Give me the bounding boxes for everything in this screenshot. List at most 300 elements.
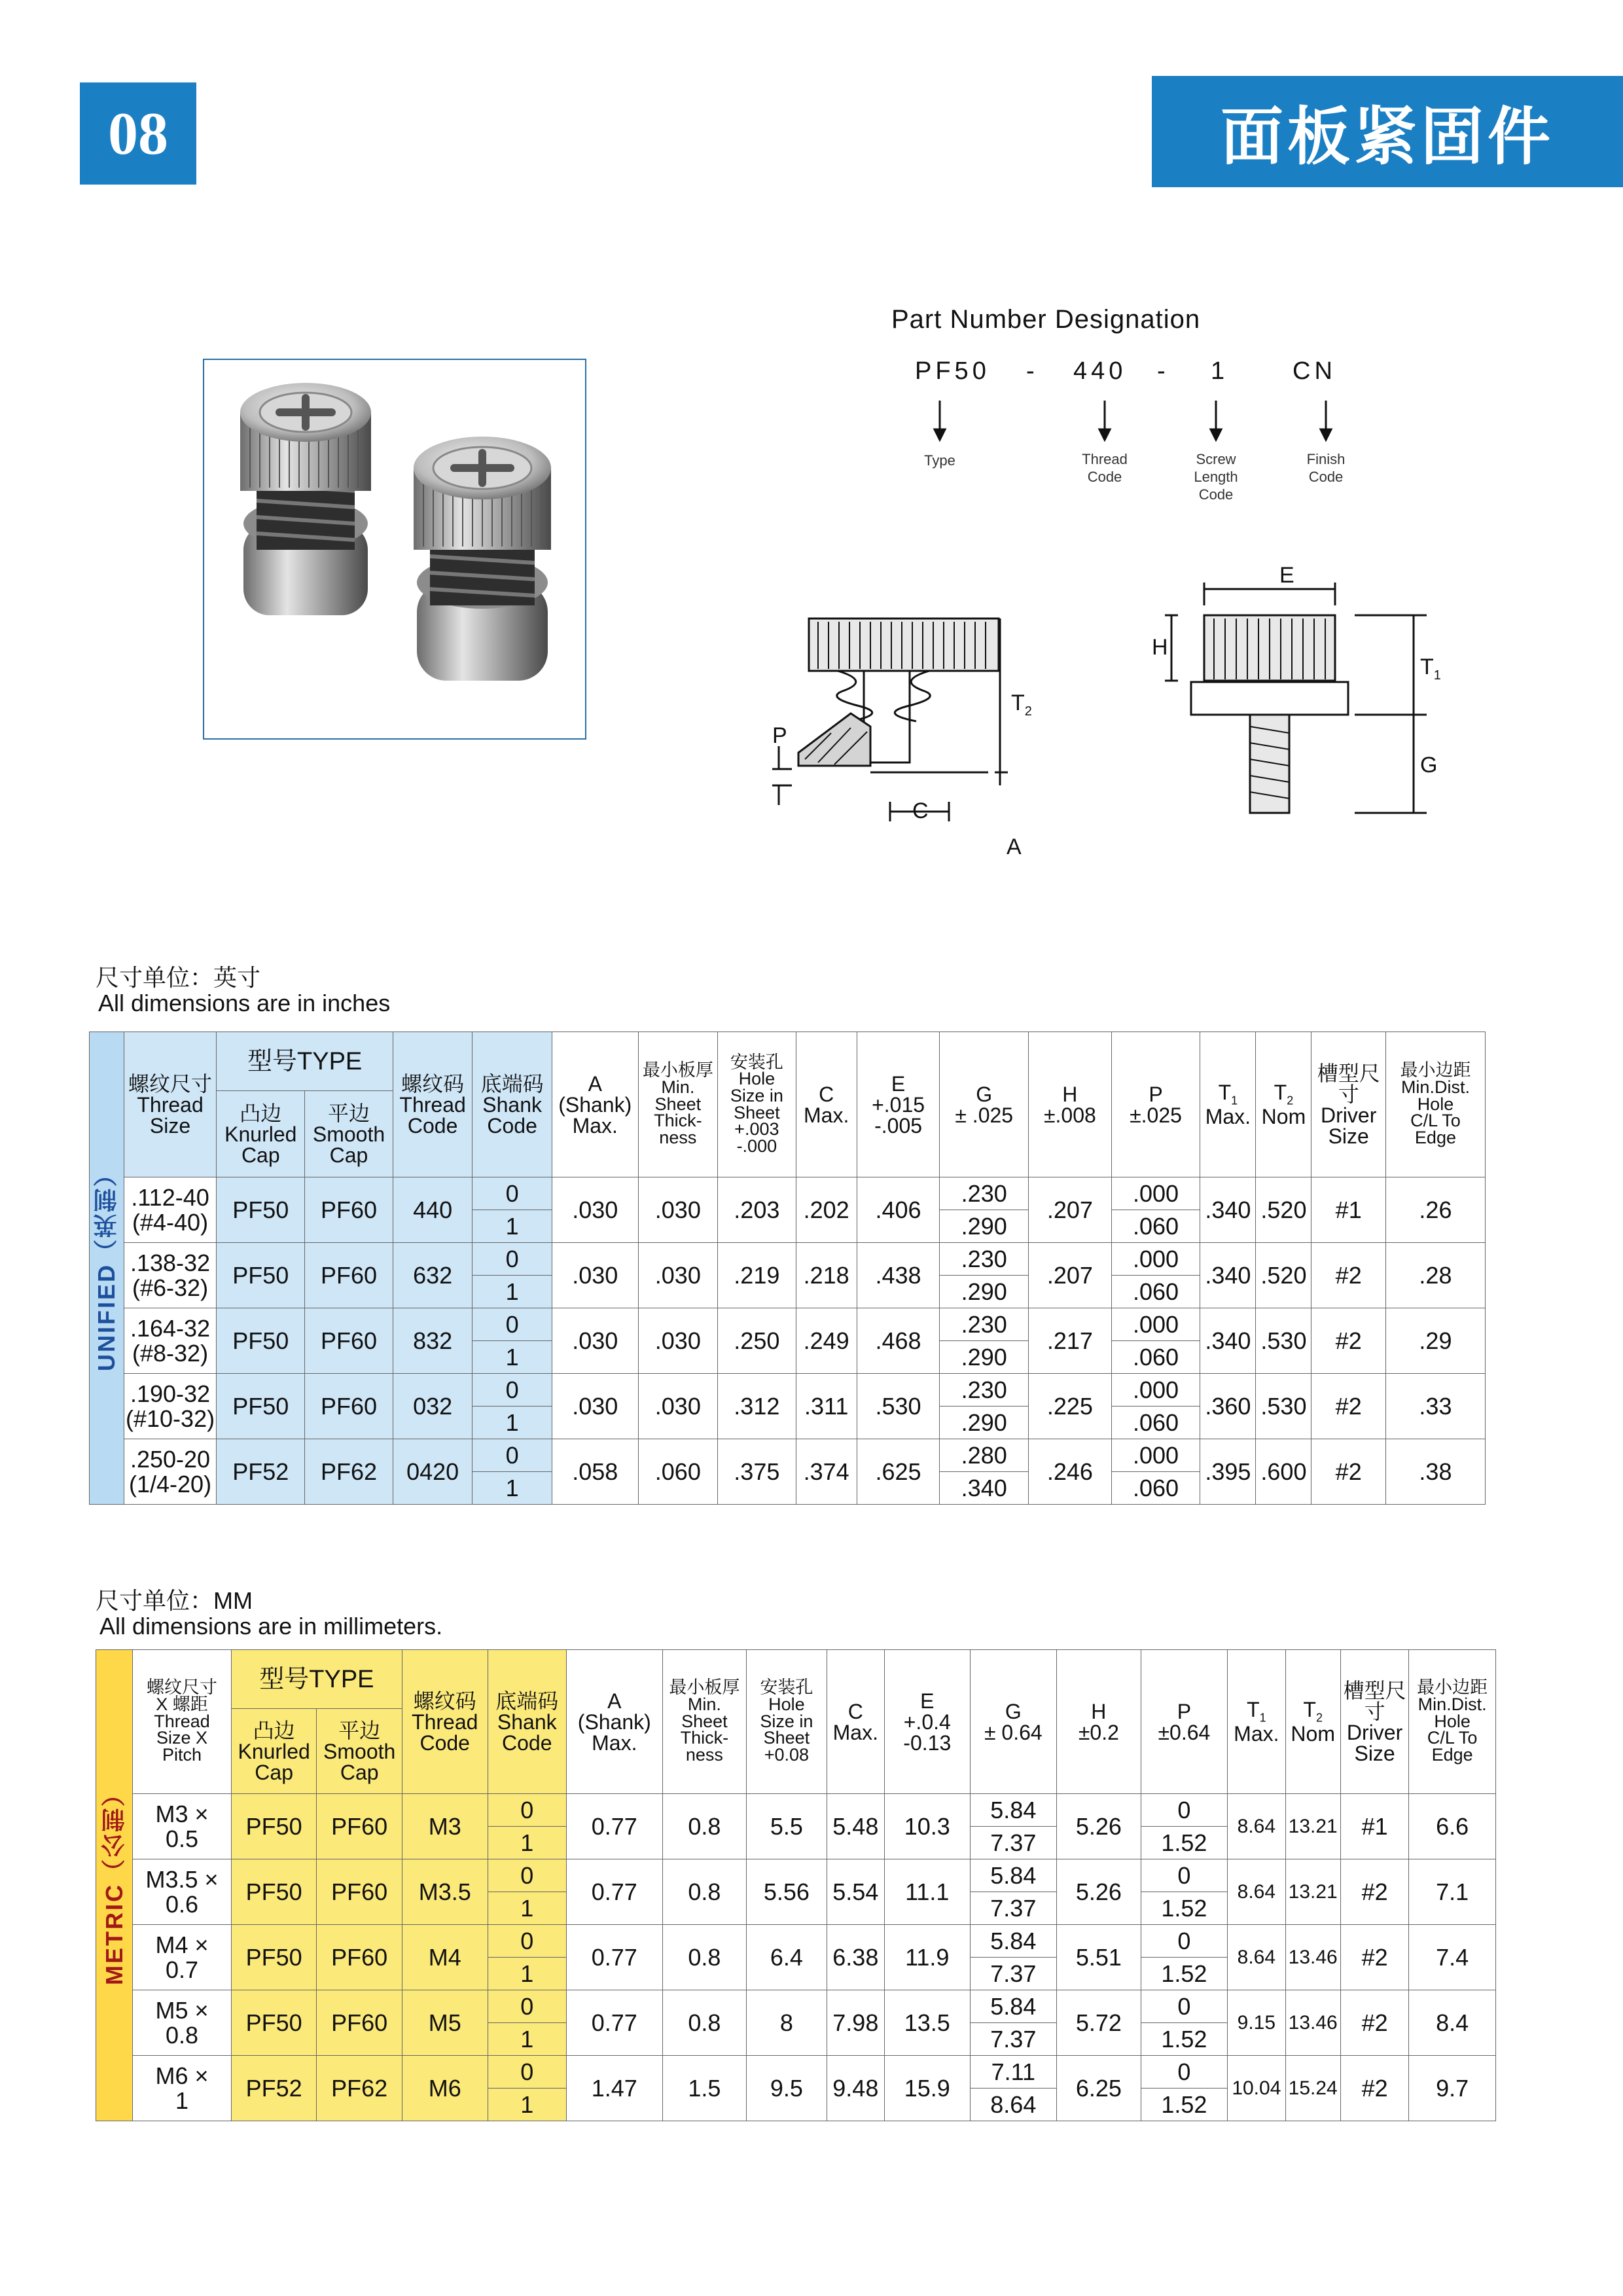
inch-h-a3: Max.	[572, 1113, 618, 1138]
inch-p2: .060	[1111, 1407, 1200, 1439]
mm-c: 5.48	[827, 1794, 884, 1859]
pn-label-screw-1: Screw	[1196, 451, 1236, 467]
inch-knurled: PF50	[217, 1177, 305, 1243]
inch-h: .217	[1029, 1308, 1112, 1374]
inch-t2: .520	[1256, 1177, 1311, 1243]
inch-e: .530	[857, 1374, 940, 1439]
pn-label-screw	[1167, 450, 1265, 503]
inch-h-thread-cn: 螺纹码	[401, 1071, 465, 1096]
inch-p2: .060	[1111, 1472, 1200, 1505]
inch-h-size-en2: Size	[149, 1113, 191, 1138]
mm-a: 0.77	[567, 1794, 663, 1859]
mm-h-edge-en4: Edge	[1431, 1744, 1473, 1765]
mm-knurled: PF50	[231, 1794, 317, 1859]
mm-h-p2: ±0.64	[1158, 1720, 1211, 1744]
mm-h: 5.51	[1057, 1925, 1141, 1990]
mm-knurled: PF50	[231, 1925, 317, 1990]
mm-e: 11.9	[885, 1925, 971, 1990]
pn-label-thread-1: Thread	[1082, 451, 1128, 467]
mm-h-sheet-en3: Thick-	[680, 1728, 729, 1748]
inch-hole: .203	[718, 1177, 796, 1243]
inch-h-g2: ± .025	[955, 1103, 1014, 1127]
mm-smooth: PF60	[317, 1859, 402, 1925]
mm-edge: 8.4	[1409, 1990, 1496, 2056]
mm-hole: 5.56	[747, 1859, 827, 1925]
inch-knurled: PF50	[217, 1374, 305, 1439]
inch-h-size-en1: Thread	[137, 1092, 204, 1117]
inch-h-p	[1111, 1032, 1200, 1177]
page-title: 面板紧固件	[1221, 101, 1554, 172]
mm-h-e1: E	[920, 1689, 935, 1713]
mm-h-hole-en3: Sheet	[763, 1728, 810, 1748]
page-number: 08	[108, 100, 168, 167]
inch-h-e	[857, 1032, 940, 1177]
inch-h-p2: ±.025	[1130, 1103, 1182, 1127]
mm-g2: 7.37	[970, 2023, 1057, 2056]
mm-c: 6.38	[827, 1925, 884, 1990]
mm-driver: #2	[1340, 2056, 1408, 2121]
pn-label-thread	[1056, 450, 1154, 486]
inch-h-hole-en2: Size in	[730, 1085, 783, 1105]
mm-h-edge-en1: Min.Dist.	[1418, 1695, 1487, 1715]
mm-sheet: 0.8	[662, 1925, 747, 1990]
inch-unit-cn: 尺寸单位：英寸	[96, 964, 261, 991]
mm-h-shank-cn: 底端码	[495, 1689, 559, 1713]
mm-driver: #2	[1340, 1925, 1408, 1990]
inch-c: .249	[796, 1308, 857, 1374]
inch-h-t2b: Nom	[1261, 1105, 1306, 1129]
mm-h-g	[970, 1650, 1057, 1794]
table-row	[90, 1374, 1486, 1407]
table-row	[96, 1794, 1496, 1827]
dim-t1: $T_1$	[1420, 655, 1441, 683]
inch-t2: .530	[1256, 1308, 1311, 1374]
mm-size: M4 × 0.7	[133, 1925, 232, 1990]
inch-h-drv-en1: Driver	[1321, 1103, 1377, 1127]
mm-h-g2: ± 0.64	[984, 1720, 1043, 1744]
mm-t1: 8.64	[1228, 1794, 1285, 1859]
inch-size: .164-32 (#8-32)	[124, 1308, 217, 1374]
mm-t1: 8.64	[1228, 1925, 1285, 1990]
mm-t1: 8.64	[1228, 1859, 1285, 1925]
inch-h-edge-cn: 最小边距	[1400, 1060, 1471, 1081]
mm-h-c	[827, 1650, 884, 1794]
mm-h-e3: -0.13	[903, 1731, 952, 1755]
mm-smooth: PF60	[317, 1925, 402, 1990]
inch-h-smooth-cn: 平边	[327, 1101, 370, 1125]
inch-g2: .290	[940, 1407, 1029, 1439]
inch-p1: .000	[1111, 1439, 1200, 1472]
technical-drawings	[772, 556, 1505, 870]
inch-h-c1: C	[819, 1082, 834, 1106]
inch-table	[89, 1031, 1486, 1505]
inch-sheet: .030	[638, 1243, 718, 1308]
mm-h-thread	[402, 1650, 488, 1794]
mm-t2: 13.21	[1285, 1859, 1340, 1925]
inch-g1: .230	[940, 1177, 1029, 1210]
inch-h-t2-sym: T	[1274, 1080, 1287, 1104]
inch-h: .207	[1029, 1243, 1112, 1308]
mm-h-a1: A	[607, 1689, 622, 1713]
inch-driver: #2	[1311, 1439, 1385, 1505]
inch-g2: .340	[940, 1472, 1029, 1505]
mm-h-sheet-en2: Sheet	[681, 1711, 728, 1731]
pn-label-finish-1: Finish	[1306, 451, 1346, 467]
inch-h-knurled-en2: Cap	[241, 1143, 280, 1167]
mm-g1: 5.84	[970, 1925, 1057, 1958]
inch-e: .625	[857, 1439, 940, 1505]
inch-thread-code: 0420	[393, 1439, 473, 1505]
inch-t2: .600	[1256, 1439, 1311, 1505]
mm-h-edge	[1409, 1650, 1496, 1794]
dim-h: H	[1152, 635, 1168, 660]
mm-hole: 8	[747, 1990, 827, 2056]
mm-h-thread-cn: 螺纹码	[413, 1689, 476, 1713]
mm-driver: #2	[1340, 1990, 1408, 2056]
inch-h-a	[552, 1032, 638, 1177]
mm-h-sheet	[662, 1650, 747, 1794]
page-number-badge	[80, 82, 196, 185]
mm-h-shank	[488, 1650, 567, 1794]
mm-e: 13.5	[885, 1990, 971, 2056]
inch-shank: 0	[473, 1243, 552, 1276]
inch-h-smooth-en1: Smooth	[312, 1122, 385, 1146]
mm-h-hole-cn: 安装孔	[760, 1677, 813, 1698]
mm-shank: 0	[488, 1859, 567, 1892]
mm-h-knurled-cn: 凸边	[253, 1718, 295, 1742]
mm-shank: 0	[488, 1794, 567, 1827]
inch-shank: 0	[473, 1177, 552, 1210]
inch-h-thread	[393, 1032, 473, 1177]
inch-a: .030	[552, 1308, 638, 1374]
mm-edge: 7.4	[1409, 1925, 1496, 1990]
inch-h-hole-en4: +.003	[734, 1119, 779, 1139]
inch-driver: #2	[1311, 1374, 1385, 1439]
mm-h: 5.26	[1057, 1859, 1141, 1925]
mm-h-smooth-en2: Cap	[340, 1760, 379, 1784]
mm-h-t1-sym: T	[1247, 1697, 1260, 1721]
mm-h-hole-en4: +0.08	[764, 1744, 810, 1765]
mm-p1: 0	[1141, 1794, 1228, 1827]
mm-edge: 7.1	[1409, 1859, 1496, 1925]
inch-hole: .250	[718, 1308, 796, 1374]
mm-h-t1b: Max.	[1234, 1722, 1279, 1746]
mm-p2: 1.52	[1141, 1958, 1228, 1990]
mm-h-a2: (Shank)	[577, 1710, 651, 1734]
mm-smooth: PF60	[317, 1990, 402, 2056]
table-row	[90, 1243, 1486, 1276]
inch-shank: 1	[473, 1472, 552, 1505]
inch-knurled: PF50	[217, 1243, 305, 1308]
inch-g1: .230	[940, 1308, 1029, 1341]
mm-driver: #1	[1340, 1794, 1408, 1859]
mm-h-h1: H	[1091, 1699, 1107, 1723]
inch-side-text: UNIFIED（英制）	[92, 1160, 120, 1371]
pn-label-thread-2: Code	[1087, 469, 1122, 485]
inch-h-drv-en2: Size	[1328, 1124, 1369, 1148]
inch-h-sheet-en1: Min.	[661, 1077, 695, 1098]
mm-thread-code: M3.5	[402, 1859, 488, 1925]
mm-h-drv-en2: Size	[1354, 1741, 1395, 1765]
mm-smooth: PF60	[317, 1794, 402, 1859]
mm-shank: 1	[488, 1827, 567, 1859]
mm-h-size-cn2: X 螺距	[156, 1695, 208, 1715]
inch-p1: .000	[1111, 1177, 1200, 1210]
inch-shank: 1	[473, 1276, 552, 1308]
mm-h-thread-en2: Code	[419, 1731, 470, 1755]
mm-h-drv-en1: Driver	[1346, 1720, 1403, 1744]
inch-g1: .230	[940, 1243, 1029, 1276]
mm-size: M5 × 0.8	[133, 1990, 232, 2056]
inch-h-size-cn: 螺纹尺寸	[128, 1071, 213, 1096]
inch-sheet: .030	[638, 1374, 718, 1439]
mm-h-edge-cn: 最小边距	[1417, 1677, 1488, 1698]
inch-size: .112-40 (#4-40)	[124, 1177, 217, 1243]
mm-g1: 7.11	[970, 2056, 1057, 2089]
inch-h-hole	[718, 1032, 796, 1177]
inch-t1: .395	[1200, 1439, 1256, 1505]
mm-h: 5.72	[1057, 1990, 1141, 2056]
mm-h-t1: $T_1$ Max.	[1228, 1650, 1285, 1794]
mm-shank: 1	[488, 1892, 567, 1925]
mm-g1: 5.84	[970, 1794, 1057, 1827]
mm-p1: 0	[1141, 1925, 1228, 1958]
mm-h-size-en2: Size X	[156, 1728, 208, 1748]
mm-shank: 1	[488, 2089, 567, 2121]
table-row	[90, 1177, 1486, 1210]
dim-t2: $T_2$	[1011, 691, 1032, 719]
pn-type: PF50	[915, 357, 990, 385]
mm-shank: 1	[488, 2023, 567, 2056]
dim-c: C	[912, 798, 929, 823]
mm-thread-code: M6	[402, 2056, 488, 2121]
mm-shank: 0	[488, 2056, 567, 2089]
mm-p1: 0	[1141, 2056, 1228, 2089]
mm-table	[96, 1649, 1496, 2121]
inch-h-thread-en2: Code	[407, 1113, 458, 1138]
inch-side-label	[90, 1032, 124, 1505]
inch-edge: .33	[1385, 1374, 1485, 1439]
mm-c: 9.48	[827, 2056, 884, 2121]
inch-hole: .312	[718, 1374, 796, 1439]
mm-size: M3 × 0.5	[133, 1794, 232, 1859]
mm-p2: 1.52	[1141, 1827, 1228, 1859]
inch-h-p1: P	[1149, 1082, 1163, 1106]
inch-hole: .219	[718, 1243, 796, 1308]
inch-h: .246	[1029, 1439, 1112, 1505]
inch-smooth: PF60	[305, 1308, 393, 1374]
inch-shank: 0	[473, 1439, 552, 1472]
inch-h-h	[1029, 1032, 1112, 1177]
dim-a: A	[1007, 834, 1022, 859]
inch-t2: .530	[1256, 1374, 1311, 1439]
inch-c: .311	[796, 1374, 857, 1439]
inch-shank: 1	[473, 1210, 552, 1243]
mm-h-size	[133, 1650, 232, 1794]
inch-shank: 0	[473, 1374, 552, 1407]
inch-h-shank-cn: 底端码	[480, 1071, 544, 1096]
mm-g1: 5.84	[970, 1990, 1057, 2023]
inch-h-drv-cn: 槽型尺寸	[1317, 1061, 1380, 1106]
mm-h-knurled-en1: Knurled	[238, 1739, 310, 1763]
mm-p2: 1.52	[1141, 2023, 1228, 2056]
mm-h-hole-en2: Size in	[760, 1711, 813, 1731]
inch-sheet: .030	[638, 1308, 718, 1374]
inch-sheet: .060	[638, 1439, 718, 1505]
mm-h-t2b: Nom	[1291, 1722, 1335, 1746]
mm-side-text: METRIC（公制）	[100, 1781, 128, 1986]
inch-h-g	[940, 1032, 1029, 1177]
section-drawing-left	[772, 619, 999, 785]
mm-h-t2: $T_2$ Nom	[1285, 1650, 1340, 1794]
inch-a: .030	[552, 1177, 638, 1243]
table-row	[96, 1859, 1496, 1892]
pn-arrows	[903, 393, 1361, 445]
inch-smooth: PF60	[305, 1177, 393, 1243]
table-row	[90, 1439, 1486, 1472]
table-row	[96, 1925, 1496, 1958]
inch-p1: .000	[1111, 1308, 1200, 1341]
mm-h-shank-en2: Code	[502, 1731, 552, 1755]
inch-h-c2: Max.	[804, 1103, 849, 1127]
mm-e: 15.9	[885, 2056, 971, 2121]
inch-thread-code: 832	[393, 1308, 473, 1374]
pn-label-finish-2: Code	[1308, 469, 1344, 485]
inch-h: .225	[1029, 1374, 1112, 1439]
inch-driver: #2	[1311, 1308, 1385, 1374]
inch-g1: .280	[940, 1439, 1029, 1472]
table-row	[96, 1990, 1496, 2023]
mm-g2: 8.64	[970, 2089, 1057, 2121]
mm-edge: 9.7	[1409, 2056, 1496, 2121]
inch-size: .250-20 (1/4-20)	[124, 1439, 217, 1505]
mm-sheet: 0.8	[662, 1990, 747, 2056]
inch-a: .030	[552, 1374, 638, 1439]
mm-h-sheet-en4: ness	[685, 1744, 723, 1765]
inch-thread-code: 632	[393, 1243, 473, 1308]
inch-h-shank	[473, 1032, 552, 1177]
mm-t2: 13.46	[1285, 1925, 1340, 1990]
mm-a: 0.77	[567, 1990, 663, 2056]
pn-dash-2: -	[1157, 357, 1169, 385]
inch-edge: .26	[1385, 1177, 1485, 1243]
inch-e: .438	[857, 1243, 940, 1308]
inch-h-knurled-cn: 凸边	[240, 1101, 282, 1125]
part-number-title: Part Number Designation	[891, 305, 1201, 334]
mm-h-driver	[1340, 1650, 1408, 1794]
inch-knurled: PF50	[217, 1308, 305, 1374]
inch-t1: .340	[1200, 1308, 1256, 1374]
mm-e: 11.1	[885, 1859, 971, 1925]
inch-c: .374	[796, 1439, 857, 1505]
mm-thread-code: M3	[402, 1794, 488, 1859]
inch-thread-code: 032	[393, 1374, 473, 1439]
inch-h-h2: ±.008	[1043, 1103, 1096, 1127]
inch-h-sheet-en2: Sheet	[654, 1094, 702, 1114]
mm-shank: 0	[488, 1990, 567, 2023]
inch-h-edge	[1385, 1032, 1485, 1177]
pn-dash-1: -	[1026, 357, 1039, 385]
inch-h-shank-en1: Shank	[482, 1092, 542, 1117]
inch-h: .207	[1029, 1177, 1112, 1243]
mm-h-h	[1057, 1650, 1141, 1794]
mm-h-hole	[747, 1650, 827, 1794]
mm-g2: 7.37	[970, 1958, 1057, 1990]
inch-t2: .520	[1256, 1243, 1311, 1308]
mm-h-p1: P	[1177, 1699, 1192, 1723]
inch-h-sheet-en3: Thick-	[654, 1111, 702, 1131]
pn-label-finish	[1277, 450, 1375, 486]
dim-g: G	[1420, 753, 1438, 778]
fastener-left	[240, 383, 371, 615]
inch-driver: #1	[1311, 1177, 1385, 1243]
table-row	[90, 1308, 1486, 1341]
inch-h-e1: E	[891, 1071, 906, 1096]
mm-t2: 15.24	[1285, 2056, 1340, 2121]
mm-h-size-cn1: 螺纹尺寸	[147, 1677, 218, 1698]
inch-h-sheet-en4: ness	[659, 1127, 697, 1147]
inch-p1: .000	[1111, 1243, 1200, 1276]
fastener-right	[414, 437, 551, 681]
dim-e: E	[1279, 563, 1294, 588]
pn-thread: 440	[1073, 357, 1127, 385]
mm-p2: 1.52	[1141, 2089, 1228, 2121]
inch-h-hole-en5: -.000	[736, 1136, 777, 1156]
mm-p1: 0	[1141, 1859, 1228, 1892]
inch-h-hole-cn: 安装孔	[730, 1052, 783, 1072]
inch-h-edge-en2: Hole	[1417, 1094, 1454, 1114]
mm-c: 5.54	[827, 1859, 884, 1925]
mm-p2: 1.52	[1141, 1892, 1228, 1925]
inch-h-thread-en1: Thread	[399, 1092, 466, 1117]
inch-edge: .38	[1385, 1439, 1485, 1505]
mm-unit-cn: 尺寸单位：MM	[96, 1587, 253, 1614]
table-row	[96, 2056, 1496, 2089]
mm-h-smooth-en1: Smooth	[323, 1739, 396, 1763]
mm-h-smooth	[317, 1709, 402, 1794]
mm-h-t2-sym: T	[1303, 1697, 1316, 1721]
inch-edge: .29	[1385, 1308, 1485, 1374]
inch-h-smooth-en2: Cap	[329, 1143, 368, 1167]
mm-h-knurled	[231, 1709, 317, 1794]
inch-edge: .28	[1385, 1243, 1485, 1308]
mm-thread-code: M4	[402, 1925, 488, 1990]
inch-sheet: .030	[638, 1177, 718, 1243]
inch-t1: .360	[1200, 1374, 1256, 1439]
mm-c: 7.98	[827, 1990, 884, 2056]
mm-edge: 6.6	[1409, 1794, 1496, 1859]
mm-h-edge-en3: C/L To	[1427, 1728, 1478, 1748]
inch-a: .030	[552, 1243, 638, 1308]
mm-h-a3: Max.	[592, 1731, 637, 1755]
mm-h-edge-en2: Hole	[1434, 1711, 1471, 1731]
inch-driver: #2	[1311, 1243, 1385, 1308]
mm-h-g1: G	[1005, 1699, 1022, 1723]
inch-shank: 1	[473, 1341, 552, 1374]
inch-knurled: PF52	[217, 1439, 305, 1505]
mm-h-a	[567, 1650, 663, 1794]
mm-g2: 7.37	[970, 1892, 1057, 1925]
pn-label-type: Type	[924, 452, 955, 469]
inch-smooth: PF62	[305, 1439, 393, 1505]
inch-p1: .000	[1111, 1374, 1200, 1407]
inch-h-e2: +.015	[872, 1092, 925, 1117]
mm-h: 6.25	[1057, 2056, 1141, 2121]
mm-h-sheet-cn: 最小板厚	[669, 1677, 740, 1698]
mm-p1: 0	[1141, 1990, 1228, 2023]
mm-t1: 9.15	[1228, 1990, 1285, 2056]
inch-p2: .060	[1111, 1210, 1200, 1243]
